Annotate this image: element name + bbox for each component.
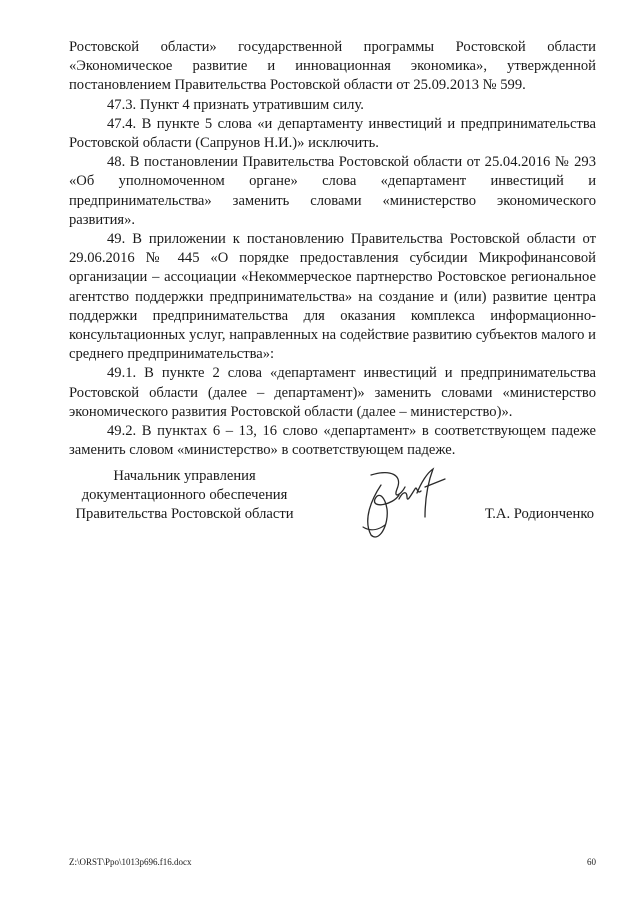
paragraph-47-3: 47.3. Пункт 4 признать утратившим силу. <box>107 96 364 113</box>
paragraph-continuation: Ростовской области» государственной программы Ростовской области «Экономическое развитие и инновационная экономика», утвержденной постановлением Правительства Ростовской области от 25.09.2013 № 599. <box>69 39 596 94</box>
signer-title <box>67 467 302 524</box>
paragraph-49: 49. В приложении к постановлению Правительства Ростовской области от 29.06.2016 № 445 «О порядке предоставления субсидии Микрофинансовой организации – ассоциации «Некоммерческое партнерство Ростовское региональное агентство поддержки предпринимательства» на создание и (или) развитие центра поддержки предпринимательства для оказания комплекса информационно-консультационных услуг, направленных на содействие развитию субъектов малого и среднего предпринимательства»: <box>69 231 596 363</box>
paragraph-49-2: 49.2. В пунктах 6 – 13, 16 слово «департамент» в соответствующем падеже заменить словом «министерство» в соответствующем падеже. <box>69 423 596 459</box>
signer-title-line: Начальник управления <box>113 468 256 484</box>
file-path: Z:\ORST\Ppo\1013p696.f16.docx <box>69 857 192 867</box>
paragraph-48: 48. В постановлении Правительства Ростовской области от 25.04.2016 № 293 «Об уполномоченном органе» слова «департамент инвестиций и предпринимательства» заменить словами «министерство экономического развития». <box>69 154 596 228</box>
handwritten-signature <box>341 465 451 545</box>
signer-title-line: документационного обеспечения <box>81 487 288 503</box>
page-number: 60 <box>587 857 596 867</box>
page-footer <box>69 856 596 868</box>
signature-block <box>69 467 596 524</box>
paragraph-47-4: 47.4. В пункте 5 слова «и департаменту инвестиций и предпринимательства Ростовской области (Сапрунов Н.И.)» исключить. <box>69 115 596 152</box>
signer-title-line: Правительства Ростовской области <box>75 506 294 522</box>
paragraph-49-1: 49.1. В пункте 2 слова «департамент инвестиций и предпринимательства Ростовской области (далее – департамент)» заменить словами «министерство экономического развития Ростовской области (далее – министерство)». <box>69 365 596 420</box>
document-body <box>69 38 596 460</box>
signer-name: Т.А. Родионченко <box>484 506 594 522</box>
